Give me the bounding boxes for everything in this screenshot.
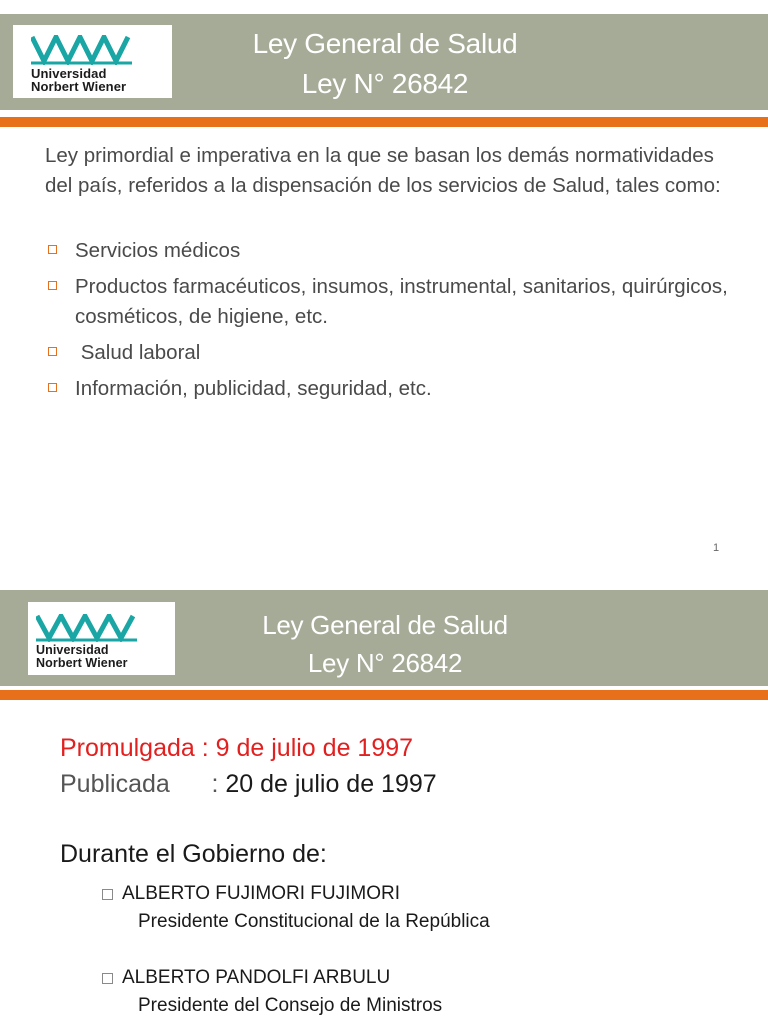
publication-label: Publicada : bbox=[60, 770, 226, 798]
official-entry bbox=[100, 964, 720, 1020]
title-line-2: Ley N° 26842 bbox=[301, 68, 469, 99]
publication-date bbox=[60, 766, 437, 802]
square-bullet-icon bbox=[48, 383, 57, 392]
bullet-item bbox=[45, 272, 735, 332]
square-bullet-icon bbox=[102, 973, 113, 984]
intro-paragraph: Ley primordial e imperativa en la que se basan los demás normatividades del país, referidos a la dispensación de los servicios de Salud, tales como: bbox=[45, 144, 721, 197]
bullet-text: Productos farmacéuticos, insumos, instrumental, sanitarios, quirúrgicos, cosméticos, de higiene, etc. bbox=[75, 275, 728, 328]
square-bullet-icon bbox=[48, 245, 57, 254]
official-entry bbox=[100, 880, 720, 936]
logo-line-1: Universidad bbox=[36, 643, 109, 657]
logo-line-2: Norbert Wiener bbox=[36, 656, 128, 670]
title-line-2: Ley N° 26842 bbox=[307, 648, 463, 678]
bullet-text: Servicios médicos bbox=[75, 239, 241, 262]
square-bullet-icon bbox=[48, 347, 57, 356]
official-role: Presidente Constitucional de la República bbox=[138, 911, 490, 932]
slide-header bbox=[0, 14, 768, 110]
university-logo bbox=[13, 25, 172, 98]
title-line-1: Ley General de Salud bbox=[252, 28, 518, 59]
logo-wave-icon bbox=[31, 35, 133, 65]
bullet-item bbox=[45, 338, 735, 368]
official-name: ALBERTO FUJIMORI FUJIMORI bbox=[122, 883, 400, 904]
bullet-item bbox=[45, 236, 735, 266]
bullet-item bbox=[45, 374, 735, 404]
logo-line-2: Norbert Wiener bbox=[31, 79, 127, 94]
slide-2 bbox=[0, 576, 768, 1024]
slide-header bbox=[0, 590, 768, 686]
slide-title bbox=[180, 24, 590, 104]
square-bullet-icon bbox=[102, 889, 113, 900]
page-number: 1 bbox=[713, 542, 720, 554]
accent-bar bbox=[0, 690, 768, 700]
bullet-list bbox=[45, 236, 735, 410]
government-heading: Durante el Gobierno de: bbox=[60, 840, 327, 868]
official-role: Presidente del Consejo de Ministros bbox=[138, 995, 443, 1016]
logo-text bbox=[36, 644, 128, 670]
logo-line-1: Universidad bbox=[31, 66, 107, 81]
logo-wave-icon bbox=[36, 614, 138, 642]
square-bullet-icon bbox=[48, 281, 57, 290]
university-logo bbox=[28, 602, 175, 675]
accent-bar bbox=[0, 117, 768, 127]
official-name: ALBERTO PANDOLFI ARBULU bbox=[122, 967, 391, 988]
bullet-text: Información, publicidad, seguridad, etc. bbox=[75, 377, 432, 400]
promulgation-date: Promulgada : 9 de julio de 1997 bbox=[60, 734, 414, 762]
logo-text bbox=[31, 67, 126, 93]
title-line-1: Ley General de Salud bbox=[262, 610, 508, 640]
publication-value: 20 de julio de 1997 bbox=[225, 770, 437, 798]
slide-title bbox=[180, 606, 590, 682]
bullet-text: Salud laboral bbox=[75, 341, 201, 364]
